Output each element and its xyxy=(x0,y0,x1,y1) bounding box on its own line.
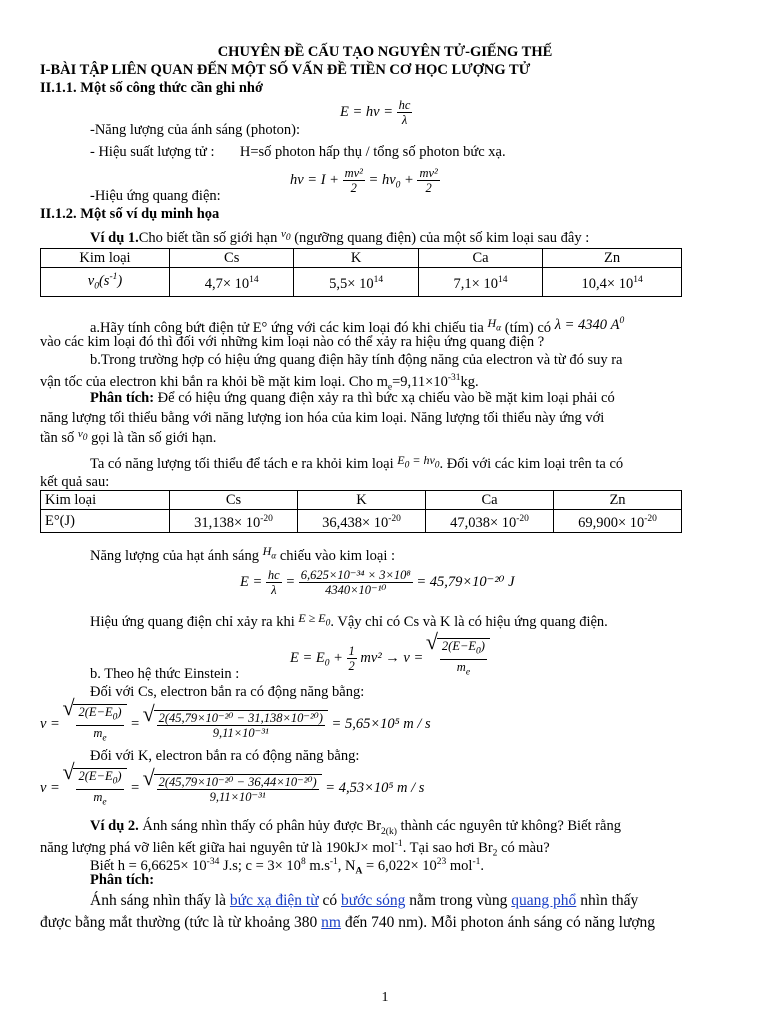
cell-exponent: -20 xyxy=(644,514,657,524)
threshold-frequency-table xyxy=(40,248,682,297)
eq-numerator: 6,625×10⁻³⁴ × 3×10⁸ xyxy=(300,568,411,582)
h-alpha-symbol: Hα xyxy=(262,544,277,562)
table-header-cell: K xyxy=(298,491,426,510)
table-header-cell: Zn xyxy=(554,491,682,510)
cell-value: 47,038× 10 xyxy=(450,514,517,531)
final-text-1b: có xyxy=(322,892,338,909)
table-header-cell: K xyxy=(294,249,418,268)
example-2-label: Ví dụ 2. xyxy=(90,818,139,834)
einstein-equation: $E = E_0$ + $\frac{1}{2}$ mv² → v = √ $\frac{2(E-E_0)}{m_e}$ xyxy=(290,638,490,679)
subsection-heading-111: II.1.1. Một số công thức cần ghi nhớ xyxy=(40,80,263,96)
photon-energy-a: Năng lượng của hạt ánh sáng xyxy=(90,548,259,564)
cell-exponent: -20 xyxy=(260,514,273,524)
example-2-constants: Biết $h = 6,6625\times 10^{-34}$ J.s; $c = 3\times 10^8$ $m.s^{-1}$, $N_A = 6,022\times 10^{23}$ mol$^{-1}$. xyxy=(90,857,484,877)
final-text-1c: nằm trong vùng xyxy=(409,892,508,909)
photon-energy-b: chiếu vào kim loại : xyxy=(279,548,396,564)
ex2-text-2c: có màu? xyxy=(501,839,550,856)
analysis-line-2: năng lượng tối thiểu bằng với năng lượng ion hóa của kim loại. Năng lượng tối thiểu này ứng với xyxy=(40,410,605,426)
ex2-text-2a: năng lượng phá vỡ liên kết giữa hai nguyên tử là 190kJ× mol xyxy=(40,839,395,856)
analysis-line-1 xyxy=(90,390,615,407)
formula-photoelectric: hν = I + $\frac{\text{mv²}}{2}$ = $h\nu_0$ + $\frac{\text{mv²}}{2}$ xyxy=(290,166,438,195)
ex2-const-h: Biết h = 6,6625× 10 xyxy=(90,857,207,874)
cs-velocity-equation: v = √ $\frac{2(E-E_0)}{m_e}$ = √ $\frac{\text{2(45,79×10⁻²⁰ − 31,138×10⁻²⁰)}}{\text{9,11×10⁻³¹}}$ = 5,65×10⁵ m / s xyxy=(40,704,431,745)
final-text-1a: Ánh sáng nhìn thấy là xyxy=(90,892,227,909)
cs-eq-denominator: 9,11×10⁻³¹ xyxy=(212,725,269,740)
subsection-heading-112: II.1.2. Một số ví dụ minh họa xyxy=(40,206,220,222)
table-row xyxy=(41,491,682,510)
section-heading-1: I-BÀI TẬP LIÊN QUAN ĐẾN MỘT SỐ VẤN ĐỀ TIỀN CƠ HỌC LƯỢNG TỬ xyxy=(40,62,531,78)
cell-exponent: -20 xyxy=(516,514,529,524)
example-2-line-1: Ví dụ 2. Ánh sáng nhìn thấy có phân hủy được $Br_{2(k)}$ thành các nguyên tử không? Biết rằng xyxy=(90,818,621,837)
final-line-2 xyxy=(40,914,655,931)
link-wavelength[interactable]: bước sóng xyxy=(341,892,406,909)
ex2-const-na-val: = 6,022× 10 xyxy=(366,857,437,874)
einstein-text: b. Theo hệ thức Einstein : xyxy=(90,666,240,682)
qb-text-c: kg. xyxy=(460,373,479,390)
table-header-cell: Ca xyxy=(426,491,554,510)
table-cell xyxy=(418,268,542,297)
cs-text: Đối với Cs, electron bắn ra có động năng bằng: xyxy=(90,684,365,700)
table-header-cell: Cs xyxy=(170,249,294,268)
example-1-label: Ví dụ 1. xyxy=(90,230,139,246)
table-header-cell: Kim loại xyxy=(41,249,170,268)
question-b-line-1: b.Trong trường hợp có hiệu ứng quang điện hãy tính động năng của electron và từ đó suy ra xyxy=(90,352,623,368)
table-cell xyxy=(170,268,294,297)
formula-photon-label: -Năng lượng của ánh sáng (photon): xyxy=(90,122,301,138)
analysis-2-label: Phân tích: xyxy=(90,872,155,888)
min-energy-text-a: Ta có năng lượng tối thiểu để tách e ra khỏi kim loại xyxy=(90,456,394,472)
condition-formula: E ≥ E0 xyxy=(298,611,331,629)
cell-value: 36,438× 10 xyxy=(322,514,389,531)
nu0-symbol: ν0 xyxy=(77,428,88,444)
table-cell xyxy=(554,510,682,533)
formula-photoelectric-label: -Hiệu ứng quang điện: xyxy=(90,188,221,204)
k-eq-denominator: 9,11×10⁻³¹ xyxy=(209,789,266,804)
page-number: 1 xyxy=(381,990,389,1005)
qb-text-b: =9,11×10 xyxy=(392,373,448,390)
cell-value: 31,138× 10 xyxy=(194,514,261,531)
ex2-text-1b: thành các nguyên tử không? Biết rằng xyxy=(400,818,621,834)
ex2-const-mol: mol xyxy=(449,857,473,874)
analysis-line-3 xyxy=(40,430,216,452)
table-cell xyxy=(294,268,418,297)
table-header-cell: Kim loại xyxy=(41,491,170,510)
cell-value: 10,4× 10 xyxy=(581,275,634,292)
h-alpha-symbol: Hα xyxy=(487,315,502,334)
eq-result: = 45,79×10⁻²⁰ J xyxy=(416,573,515,590)
cell-exponent: 14 xyxy=(497,274,508,285)
analysis-text-3a: tần số xyxy=(40,430,75,446)
ex2-text-1a: Ánh sáng nhìn thấy có phân hủy được Br xyxy=(142,818,382,834)
question-b-line-2: vận tốc của electron khi bắn ra khỏi bề mặt kim loại. Cho $m_e=9,11\times 10^{-31}kg$. xyxy=(40,373,479,393)
cs-eq-numerator: √ 2(45,79×10⁻²⁰ − 31,138×10⁻²⁰) xyxy=(158,710,323,725)
min-energy-line-1 xyxy=(90,453,624,478)
table-row xyxy=(41,268,682,297)
final-text-2b: đến 740 nm). Mỗi photon ánh sáng có năng lượng xyxy=(344,914,656,931)
final-text-1d: nhìn thấy xyxy=(580,892,639,909)
analysis-label: Phân tích: xyxy=(90,390,155,406)
energy-equation: E = $\frac{hc}{\lambda}$ = $\frac{\text{6,625×10⁻³⁴ × 3×10⁸}}{\text{4340×10⁻¹⁰}}$ = 45,79×10⁻²⁰ J xyxy=(240,568,515,597)
eq-denominator: 4340×10⁻¹⁰ xyxy=(325,583,387,597)
condition-text-a: Hiệu ứng quang điện chỉ xảy ra khi xyxy=(90,614,295,630)
quantum-efficiency-text: - Hiệu suất lượng tử : H=số photon hấp thụ / tổng số photon bức xạ. xyxy=(90,144,506,160)
condition-line xyxy=(90,611,608,636)
table-row xyxy=(41,510,682,533)
question-a-text-2: (tím) có xyxy=(504,319,552,336)
example-2-line-2: năng lượng phá vỡ liên kết giữa hai nguyên tử là 190kJ× mol$^{-1}$. Tại sao hơi $Br_2$ có màu? xyxy=(40,839,550,859)
min-energy-text-b: . Đối với các kim loại trên ta có xyxy=(439,456,624,472)
ex2-const-c: J.s; c = 3× 10 xyxy=(222,857,301,874)
condition-text-b: . Vậy chỉ có Cs và K là có hiệu ứng quang điện. xyxy=(330,614,608,630)
table-cell xyxy=(298,510,426,533)
analysis-text-1: Để có hiệu ứng quang điện xảy ra thì bức xạ chiếu vào bề mặt kim loại phải có xyxy=(157,390,615,406)
final-line-1 xyxy=(90,892,638,909)
cell-value: 4,7× 10 xyxy=(204,275,250,292)
cell-exponent: 14 xyxy=(633,274,643,285)
work-function-table xyxy=(40,490,682,533)
e0-formula: E0 = hν0 xyxy=(397,453,440,471)
table-header-cell: Zn xyxy=(543,249,682,268)
analysis-text-3b: gọi là tần số giới hạn. xyxy=(91,430,217,446)
row-label-text: (s xyxy=(98,272,110,289)
final-text-2a: được bằng mắt thường (tức là từ khoảng 380 xyxy=(40,914,318,931)
document-title: CHUYÊN ĐỀ CẤU TẠO NGUYÊN TỬ-GIẾNG THẾ xyxy=(217,44,553,60)
example-1-text-a: Cho biết tần số giới hạn xyxy=(138,230,278,246)
table-header-cell: Cs xyxy=(170,491,298,510)
table-row-label: E°(J) xyxy=(41,510,170,533)
table-row-label: $\nu_0(s^{-1})$ xyxy=(41,268,170,297)
table-header-cell: Ca xyxy=(418,249,542,268)
table-cell xyxy=(543,268,682,297)
eq-lhs: E = xyxy=(240,573,263,590)
cell-value: 69,900× 10 xyxy=(578,514,645,531)
table-row xyxy=(41,249,682,268)
k-eq-numerator: √ 2(45,79×10⁻²⁰ − 36,44×10⁻²⁰) xyxy=(158,774,317,789)
cell-value: 7,1× 10 xyxy=(453,275,498,292)
k-eq-result: = 4,53×10⁵ m / s xyxy=(325,779,425,796)
k-text: Đối với K, electron bắn ra có động năng bằng: xyxy=(90,748,360,764)
example-1-text-b: (ngưỡng quang điện) của một số kim loại sau đây : xyxy=(294,230,590,246)
table-cell xyxy=(426,510,554,533)
formula-photon-energy: E = hν = $\frac{hc}{\lambda}$ xyxy=(340,98,411,127)
link-electromagnetic-radiation[interactable]: bức xạ điện từ xyxy=(229,892,319,909)
cs-eq-result: = 5,65×10⁵ m / s xyxy=(331,715,431,732)
lambda-value: λ = 4340 $A^0$ xyxy=(554,316,625,333)
cell-exponent: 14 xyxy=(249,274,259,285)
k-velocity-equation: v = √ $\frac{2(E-E_0)}{m_e}$ = √ $\frac{\text{2(45,79×10⁻²⁰ − 36,44×10⁻²⁰)}}{\text{9,11×10⁻³¹}}$ = 4,53×10⁵ m / s xyxy=(40,768,424,809)
min-energy-line-2: kết quả sau: xyxy=(40,474,110,490)
ex2-text-2b: . Tại sao hơi Br xyxy=(402,839,493,856)
ex2-const-unit: m.s xyxy=(309,857,330,874)
link-spectrum[interactable]: quang phổ xyxy=(511,892,577,909)
qb-text-a: vận tốc của electron khi bắn ra khỏi bề mặt kim loại. Cho m xyxy=(40,373,388,390)
cell-exponent: -20 xyxy=(388,514,401,524)
ex2-const-na: , N xyxy=(337,857,356,874)
cell-value: 5,5× 10 xyxy=(329,275,374,292)
link-nm[interactable]: nm xyxy=(321,914,341,931)
cell-exponent: 14 xyxy=(373,274,384,285)
nu0-symbol: ν0 xyxy=(280,228,291,244)
question-a-line-2: vào các kim loại đó thì đối với những kim loại nào có thể xảy ra hiệu ứng quang điện ? xyxy=(40,334,545,350)
question-a-text: a.Hãy tính công bứt điện tử E° ứng với các kim loại đó khi chiếu tia xyxy=(90,319,484,336)
table-cell xyxy=(170,510,298,533)
